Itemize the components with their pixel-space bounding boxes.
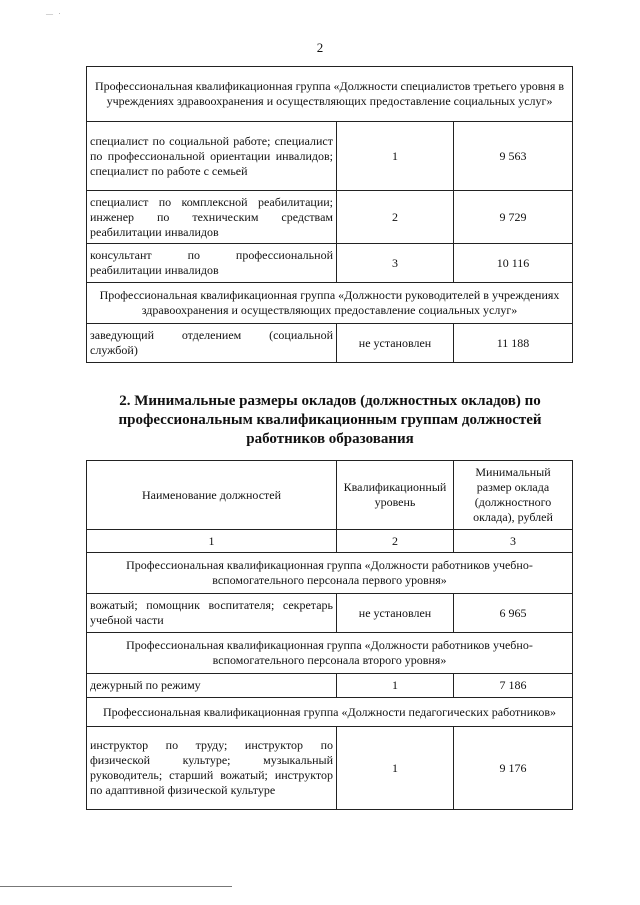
position-name: консультант по профессиональной реабилитации инвалидов (87, 244, 337, 283)
salary-value: 7 186 (454, 674, 573, 698)
salary-value: 6 965 (454, 594, 573, 633)
position-name: специалист по социальной работе; специалист по профессиональной ориентации инвалидов; специалист по работе с семьей (87, 122, 337, 191)
table-row (87, 633, 573, 674)
column-number: 1 (87, 530, 337, 553)
column-number-row (87, 530, 573, 553)
salary-table-education (86, 460, 573, 810)
salary-value: 9 729 (454, 191, 573, 244)
column-header-level: Квалификационный уровень (337, 461, 454, 530)
position-name: вожатый; помощник воспитателя; секретарь учебной части (87, 594, 337, 633)
column-number: 2 (337, 530, 454, 553)
qualification-level: 1 (337, 674, 454, 698)
table-row (87, 191, 573, 244)
table-row (87, 698, 573, 727)
group-header: Профессиональная квалификационная группа «Должности руководителей в учреждениях здравоохранения и осуществляющих предоставление социальных услуг» (87, 283, 573, 324)
group-header: Профессиональная квалификационная группа «Должности педагогических работников» (87, 698, 573, 727)
qualification-level: не установлен (337, 594, 454, 633)
table-row (87, 244, 573, 283)
position-name: дежурный по режиму (87, 674, 337, 698)
table-row (87, 594, 573, 633)
salary-value: 9 563 (454, 122, 573, 191)
table-row (87, 553, 573, 594)
position-name: инструктор по труду; инструктор по физической культуре; музыкальный руководитель; старший вожатый; инструктор по адаптивной физической культуре (87, 727, 337, 810)
salary-value: 11 188 (454, 324, 573, 363)
salary-table-social (86, 66, 573, 363)
table-row (87, 324, 573, 363)
position-name: заведующий отделением (социальной службой) (87, 324, 337, 363)
table-row (87, 283, 573, 324)
qualification-level: 2 (337, 191, 454, 244)
footer-divider (0, 886, 232, 887)
column-header-salary: Минимальный размер оклада (должностного оклада), рублей (454, 461, 573, 530)
table-row (87, 674, 573, 698)
table-header-row (87, 461, 573, 530)
qualification-level: 1 (337, 727, 454, 810)
table-row (87, 122, 573, 191)
position-name: специалист по комплексной реабилитации; инженер по техническим средствам реабилитации инвалидов (87, 191, 337, 244)
qualification-level: не установлен (337, 324, 454, 363)
group-header: Профессиональная квалификационная группа «Должности специалистов третьего уровня в учреждениях здравоохранения и осуществляющих предоставление социальных услуг» (87, 67, 573, 122)
page-number: 2 (316, 40, 324, 55)
table-row (87, 67, 573, 122)
column-number: 3 (454, 530, 573, 553)
group-header: Профессиональная квалификационная группа «Должности работников учебно-вспомогательного персонала первого уровня» (87, 553, 573, 594)
table-row (87, 727, 573, 810)
section-title: 2. Минимальные размеры окладов (должностных окладов) по профессиональным квалификационным группам должностей работников образования (118, 393, 542, 447)
group-header: Профессиональная квалификационная группа «Должности работников учебно-вспомогательного персонала второго уровня» (87, 633, 573, 674)
salary-value: 9 176 (454, 727, 573, 810)
qualification-level: 1 (337, 122, 454, 191)
qualification-level: 3 (337, 244, 454, 283)
column-header-name: Наименование должностей (87, 461, 337, 530)
scan-corner-mark: — · (46, 10, 61, 18)
salary-value: 10 116 (454, 244, 573, 283)
